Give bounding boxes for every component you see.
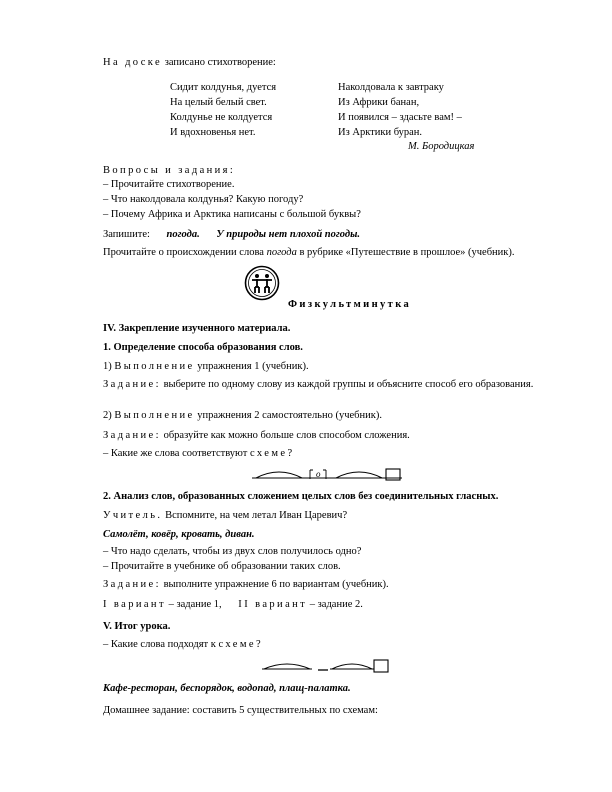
exercise1-num: 1) <box>103 361 115 372</box>
question-item: – Прочитайте в учебнике об образовании таких слов. <box>103 561 341 572</box>
task1-paragraph <box>103 378 571 392</box>
exercise2-num: 2) <box>103 410 115 421</box>
task2-rest: образуйте как можно больше слов способом сложения. <box>160 430 410 441</box>
questions-heading <box>103 164 573 178</box>
svg-text:о: о <box>316 469 321 479</box>
poem-line: Колдунье не колдуется <box>170 112 273 123</box>
scheme-question <box>103 447 573 461</box>
section5-question-spaced: схеме? <box>218 639 264 650</box>
variant2-rest: – задание 2. <box>307 599 363 610</box>
board-intro-rest: записано стихотворение: <box>162 57 276 68</box>
section5-question <box>103 638 573 652</box>
questions-heading-text: Вопросы и задания: <box>103 165 236 176</box>
poem-right-column <box>338 80 462 140</box>
task1-rest: выберите по одному слову из каждой группы и объясните способ его образования. <box>160 379 534 390</box>
teacher-spaced: Учитель. <box>103 510 163 521</box>
poem-left-column <box>170 80 276 140</box>
poem-line: И вдохновенья нет. <box>170 127 256 138</box>
origin-task <box>103 246 573 260</box>
question-item: – Прочитайте стихотворение. <box>103 179 235 190</box>
homework-line: Домашнее задание: составить 5 существительных по схемам: <box>103 705 378 716</box>
task3-rest: выполните упражнение 6 по вариантам (учебник). <box>160 579 389 590</box>
poem-line: Из Арктики буран. <box>338 127 423 138</box>
variant2-spaced: II вариант <box>238 599 308 610</box>
variant1-spaced: I вариант <box>103 599 166 610</box>
write-down-label: Запишите: <box>103 229 150 240</box>
scheme-question-spaced: схеме? <box>249 448 295 459</box>
exercise1-spaced: Выполнение <box>114 361 195 372</box>
poem-line: И появился – здасьте вам! – <box>338 112 462 123</box>
poem-line: На целый белый свет. <box>170 97 267 108</box>
poem-author: М. Бородицкая <box>408 141 475 152</box>
origin-task-word: погода <box>266 247 297 258</box>
word-scheme-compound-with-vowel <box>252 462 407 489</box>
teacher-answer: Самолёт, ковёр, кровать, диван. <box>103 529 255 540</box>
write-down-sentence: У природы нет плохой погоды. <box>216 229 360 240</box>
question-item: – Что надо сделать, чтобы из двух слов получилось одно? <box>103 546 362 557</box>
task1-spaced: Задание: <box>103 379 161 390</box>
origin-task-before: Прочитайте о происхождении слова <box>103 247 267 258</box>
write-down-line <box>103 228 573 242</box>
question-item: – Почему Африка и Арктика написаны с большой буквы? <box>103 209 361 220</box>
task3-spaced: Задание: <box>103 579 161 590</box>
exercising-people-icon <box>244 265 280 306</box>
section5-answer: Кафе-ресторан, беспорядок, водопад, плащ-палатка. <box>103 683 351 694</box>
board-intro <box>103 56 573 70</box>
poem-line: Сидит колдунья, дуется <box>170 82 277 93</box>
teacher-rest: Вспомните, на чем летал Иван Царевич? <box>162 510 348 521</box>
exercise2-spaced: Выполнение <box>114 410 195 421</box>
poem-line: Наколдовала к завтраку <box>338 82 444 93</box>
section4-sub1: 1. Определение способа образования слов. <box>103 342 303 353</box>
write-down-word: погода. <box>166 229 200 240</box>
section5-question-before: – Какие слова подходят к <box>103 639 219 650</box>
exercise1-line <box>103 360 573 374</box>
scheme-question-before: – Какие же слова соответствуют <box>103 448 250 459</box>
teacher-line <box>103 509 573 523</box>
origin-task-after: в рубрике «Путешествие в прошлое» (учебник). <box>296 247 515 258</box>
section5-title: V. Итог урока. <box>103 621 171 632</box>
question-item: – Что наколдовала колдунья? Какую погоду? <box>103 194 304 205</box>
task3-line <box>103 578 573 592</box>
exercise1-rest: упражнения 1 (учебник). <box>194 361 309 372</box>
variant1-rest: – задание 1, <box>165 599 222 610</box>
exercise2-line <box>103 409 573 423</box>
poem-line: Из Африки банан, <box>338 97 420 108</box>
word-scheme-compound-hyphen <box>262 655 394 682</box>
exercise2-rest: упражнения 2 самостоятельно (учебник). <box>194 410 382 421</box>
section4-sub2: 2. Анализ слов, образованных сложением целых слов без соединительных гласных. <box>103 491 499 502</box>
section4-title: IV. Закрепление изученного материала. <box>103 323 291 334</box>
variants-line <box>103 598 573 612</box>
phys-title: Физкультминутка <box>288 299 412 310</box>
task2-spaced: Задание: <box>103 430 161 441</box>
board-intro-spaced: На доске <box>103 57 163 68</box>
task2-line <box>103 429 573 443</box>
